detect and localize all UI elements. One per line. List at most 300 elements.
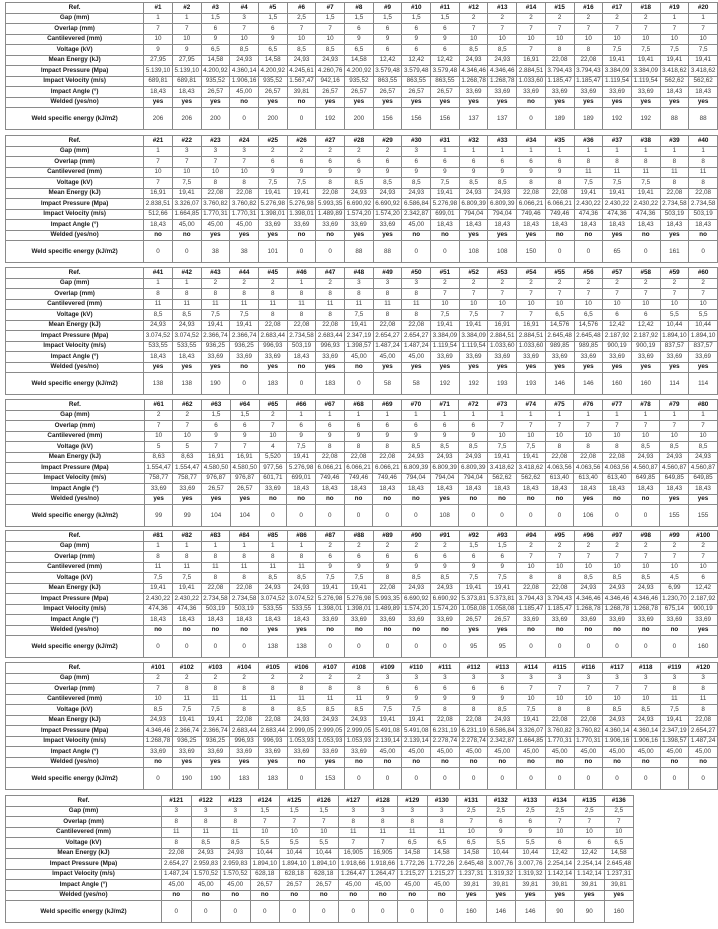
table-cell: 4.200,92 — [258, 66, 287, 77]
table-cell: 2 — [574, 13, 603, 24]
table-cell: 8 — [287, 289, 316, 300]
column-header: #14 — [517, 3, 546, 14]
table-cell: 12,42 — [631, 320, 660, 331]
table-cell: yes — [459, 362, 488, 373]
table-cell: 3.760,82 — [230, 199, 259, 210]
table-row-mean-energy — [6, 55, 718, 66]
table-cell: 137 — [459, 108, 488, 130]
table-cell: 4.560,87 — [689, 463, 718, 474]
table-cell: 7,5 — [660, 705, 689, 716]
table-cell: 24,93 — [631, 452, 660, 463]
table-cell: 8 — [230, 552, 259, 563]
table-cell: yes — [258, 757, 287, 768]
table-cell: no — [373, 494, 402, 505]
table-cell: 699,01 — [431, 209, 460, 220]
table-cell: 6.066,21 — [373, 463, 402, 474]
table-cell: 7 — [660, 24, 689, 35]
table-cell: yes — [459, 97, 488, 108]
table-cell: 18,43 — [516, 484, 545, 495]
table-cell: 2.734,58 — [287, 331, 316, 342]
table-cell: 3 — [172, 146, 201, 157]
table-cell: 2 — [574, 278, 603, 289]
table-cell: 3.579,48 — [402, 66, 431, 77]
table-cell: 7 — [689, 24, 718, 35]
table-cell: yes — [603, 230, 632, 241]
table-cell: 14,58 — [201, 55, 230, 66]
table-cell: 5,520 — [259, 452, 287, 463]
table-cell: 7 — [173, 421, 202, 432]
table-cell: 1,5 — [258, 13, 287, 24]
table-cell: no — [373, 757, 402, 768]
table-cell: 12,42 — [545, 848, 575, 859]
column-header: #74 — [516, 400, 545, 411]
table-cell: 1 — [430, 410, 459, 421]
table-cell: 6 — [402, 421, 431, 432]
table-cell: 22,08 — [517, 188, 546, 199]
table-cell: 1 — [517, 146, 546, 157]
table-cell: 10 — [517, 562, 546, 573]
table-cell: 1.664,85 — [517, 736, 546, 747]
table-cell: 10 — [545, 562, 574, 573]
table-cell: 24,93 — [287, 583, 316, 594]
table-cell: 11 — [230, 299, 259, 310]
table-cell: 4.063,56 — [545, 463, 574, 474]
table-cell: 156 — [402, 108, 431, 130]
table-cell: 1 — [689, 410, 718, 421]
table-cell: yes — [201, 362, 230, 373]
table-cell: 1 — [258, 541, 287, 552]
table-cell: 9 — [402, 34, 431, 45]
table-cell: 0 — [287, 768, 316, 790]
table-cell: 19,41 — [660, 55, 689, 66]
table-cell: 33,69 — [402, 615, 431, 626]
table-row-gap — [6, 146, 718, 157]
table-cell: 45,00 — [373, 352, 402, 363]
table-cell: 18,43 — [689, 220, 718, 231]
table-cell: 8,5 — [459, 45, 488, 56]
table-cell: 11 — [172, 694, 201, 705]
table-cell: 7 — [631, 24, 660, 35]
table-cell: 6 — [516, 817, 546, 828]
table-cell: 22,08 — [344, 452, 373, 463]
table-cell: 16,91 — [517, 55, 546, 66]
table-cell: 9 — [144, 45, 173, 56]
table-cell: 161 — [660, 241, 689, 263]
table-cell: 8 — [431, 705, 460, 716]
table-cell: 14,58 — [258, 55, 287, 66]
table-cell: 18,43 — [402, 484, 431, 495]
table-cell: yes — [230, 230, 259, 241]
table-cell: 1,5 — [373, 13, 402, 24]
table-cell: 3 — [574, 673, 603, 684]
column-header: #101 — [144, 663, 173, 674]
table-cell: no — [545, 230, 574, 241]
table-cell: 7,5 — [574, 178, 603, 189]
table-cell: 6 — [431, 684, 460, 695]
table-cell: 26,57 — [230, 484, 259, 495]
table-cell: 936,25 — [201, 341, 230, 352]
table-cell: yes — [201, 230, 230, 241]
table-cell: 24,93 — [660, 452, 689, 463]
table-cell: 6.690,92 — [373, 199, 402, 210]
table-cell: 39,81 — [287, 87, 316, 98]
table-cell: 3 — [488, 673, 517, 684]
table-cell: 2,5 — [516, 806, 546, 817]
table-cell: 6.066,21 — [545, 199, 574, 210]
table-cell: 4.560,87 — [631, 463, 660, 474]
table-cell: 6 — [373, 45, 402, 56]
table-cell: 45,00 — [603, 747, 632, 758]
table-cell: no — [221, 890, 251, 901]
table-cell: 1 — [488, 146, 517, 157]
table-cell: 1.142,14 — [575, 869, 605, 880]
row-label: Overlap (mm) — [6, 817, 162, 828]
column-header: #10 — [402, 3, 431, 14]
table-cell: 16,91 — [517, 320, 546, 331]
column-header: #87 — [316, 531, 345, 542]
table-cell: 19,41 — [201, 320, 230, 331]
column-header: #134 — [545, 796, 575, 807]
table-cell: 138 — [172, 373, 201, 395]
table-cell: 9 — [345, 562, 374, 573]
table-cell: 2.959,83 — [221, 859, 251, 870]
row-label: Gap (mm) — [6, 673, 144, 684]
table-row-gap — [6, 13, 718, 24]
row-label: Welded (yes/no) — [6, 494, 145, 505]
table-cell: 1 — [574, 410, 603, 421]
table-cell: 900,19 — [631, 341, 660, 352]
table-cell: 6 — [575, 838, 605, 849]
table-cell: 1.268,78 — [631, 604, 660, 615]
table-cell: 7 — [689, 421, 718, 432]
table-cell: 8,5 — [316, 705, 345, 716]
table-cell: 8 — [345, 289, 374, 300]
table-cell: 33,69 — [459, 352, 488, 363]
table-cell: 1.268,78 — [574, 604, 603, 615]
table-row-impact-angle — [6, 880, 634, 891]
table-cell: yes — [230, 757, 259, 768]
column-header: #78 — [631, 400, 660, 411]
table-cell: 58 — [402, 373, 431, 395]
column-header: #86 — [287, 531, 316, 542]
table-cell: 9 — [373, 694, 402, 705]
table-cell: 22,08 — [402, 320, 431, 331]
table-cell: 9 — [373, 167, 402, 178]
row-label: Voltage (kV) — [6, 573, 144, 584]
table-cell: 45,00 — [402, 220, 431, 231]
column-header: #136 — [604, 796, 634, 807]
table-cell: yes — [144, 97, 173, 108]
table-cell: no — [230, 625, 259, 636]
table-cell: 6.586,84 — [402, 199, 431, 210]
table-cell: 6.231,19 — [431, 726, 460, 737]
row-label: Impact Angle (°) — [6, 615, 144, 626]
table-row-gap — [6, 541, 718, 552]
table-cell: 6,5 — [258, 45, 287, 56]
table-cell: 24,93 — [459, 188, 488, 199]
table-cell: 6 — [517, 157, 546, 168]
row-label: Impact Angle (°) — [6, 87, 144, 98]
table-cell: 10 — [488, 299, 517, 310]
table-cell: yes — [430, 494, 459, 505]
table-cell: no — [402, 757, 431, 768]
table-cell: 9 — [287, 167, 316, 178]
row-label: Overlap (mm) — [6, 684, 144, 695]
table-cell: 33,69 — [488, 352, 517, 363]
table-row-ref — [6, 663, 718, 674]
table-cell: 33,69 — [488, 87, 517, 98]
row-label: Weld specific energy (kJ/m2) — [6, 373, 144, 395]
table-cell: yes — [316, 362, 345, 373]
column-header: #31 — [431, 136, 460, 147]
table-row-overlap — [6, 684, 718, 695]
table-cell: 11 — [660, 167, 689, 178]
table-cell: yes — [575, 890, 605, 901]
table-cell: 1.033,60 — [517, 341, 546, 352]
table-cell: 22,08 — [545, 583, 574, 594]
row-label: Ref. — [6, 136, 144, 147]
table-cell: 8,5 — [287, 45, 316, 56]
table-cell: 101 — [258, 241, 287, 263]
column-header: #55 — [545, 268, 574, 279]
table-cell: 18,43 — [144, 220, 173, 231]
table-cell: 33,69 — [574, 87, 603, 98]
row-label: Overlap (mm) — [6, 421, 145, 432]
table-cell: 39,81 — [486, 880, 516, 891]
table-cell: 2.254,14 — [575, 859, 605, 870]
table-cell: 146 — [516, 901, 546, 923]
table-cell: 18,43 — [631, 220, 660, 231]
table-cell: 33,69 — [259, 484, 287, 495]
table-cell: 3.794,43 — [545, 594, 574, 605]
column-header: #125 — [280, 796, 310, 807]
table-cell: 1 — [660, 13, 689, 24]
table-cell: 8,5 — [660, 442, 689, 453]
table-cell: 794,04 — [459, 473, 488, 484]
table-cell: 9 — [459, 431, 488, 442]
table-cell: 628,18 — [280, 869, 310, 880]
table-cell: 8,5 — [221, 838, 251, 849]
column-header: #64 — [230, 400, 259, 411]
table-cell: 18,43 — [373, 484, 402, 495]
table-cell: 1.554,47 — [144, 463, 173, 474]
table-cell: 2.838,51 — [144, 199, 173, 210]
table-cell: 33,69 — [316, 615, 345, 626]
table-cell: 8 — [316, 178, 345, 189]
table-cell: no — [172, 230, 201, 241]
table-cell: 1.185,47 — [545, 604, 574, 615]
table-cell: 33,69 — [316, 747, 345, 758]
table-cell: 39,81 — [604, 880, 634, 891]
table-cell: 8,5 — [287, 705, 316, 716]
table-cell: 19,41 — [345, 320, 374, 331]
table-cell: 18,43 — [517, 220, 546, 231]
table-cell: 7 — [230, 157, 259, 168]
table-cell: 24,93 — [402, 583, 431, 594]
table-cell: 8,5 — [402, 442, 431, 453]
table-cell: 2 — [517, 541, 546, 552]
column-header: #84 — [230, 531, 259, 542]
table-row-impact-angle — [6, 352, 718, 363]
table-cell: 2 — [316, 541, 345, 552]
table-row-gap — [6, 673, 718, 684]
table-cell: 38 — [230, 241, 259, 263]
table-cell: 22,08 — [574, 55, 603, 66]
table-cell: 2 — [258, 278, 287, 289]
table-cell: 18,43 — [201, 615, 230, 626]
table-cell: 6 — [230, 421, 259, 432]
table-row-overlap — [6, 24, 718, 35]
table-cell: 5,5 — [660, 310, 689, 321]
table-cell: 33,69 — [660, 615, 689, 626]
table-cell: 9 — [545, 167, 574, 178]
table-cell: 8 — [162, 817, 192, 828]
table-cell: 11 — [339, 827, 369, 838]
table-cell: yes — [172, 362, 201, 373]
table-cell: 6 — [287, 157, 316, 168]
table-row-cantilevered — [6, 299, 718, 310]
table-cell: 7,5 — [603, 178, 632, 189]
table-cell: 8 — [373, 310, 402, 321]
table-cell: 7 — [172, 24, 201, 35]
table-cell: 8 — [162, 838, 192, 849]
table-cell: 1 — [144, 146, 173, 157]
table-cell: no — [402, 230, 431, 241]
table-cell: 33,69 — [230, 352, 259, 363]
table-cell: 1.487,24 — [402, 341, 431, 352]
table-cell: yes — [486, 890, 516, 901]
table-cell: 0 — [545, 636, 574, 658]
table-cell: 8 — [602, 442, 631, 453]
table-cell: 7,5 — [316, 573, 345, 584]
table-cell: 114 — [660, 373, 689, 395]
table-cell: 10 — [259, 431, 287, 442]
table-cell: 0 — [631, 768, 660, 790]
table-cell: no — [172, 625, 201, 636]
table-cell: 10 — [517, 694, 546, 705]
row-label: Impact Velocity (m/s) — [6, 209, 144, 220]
table-cell: 2,5 — [287, 13, 316, 24]
table-cell: 6 — [373, 24, 402, 35]
table-cell: 1 — [287, 278, 316, 289]
table-cell: 1.772,26 — [398, 859, 428, 870]
table-cell: 4.200,92 — [345, 66, 374, 77]
table-cell: 7 — [574, 684, 603, 695]
table-cell: 4.346,46 — [459, 66, 488, 77]
table-cell: 749,46 — [545, 209, 574, 220]
table-cell: no — [287, 97, 316, 108]
column-header: #114 — [517, 663, 546, 674]
table-cell: 8 — [373, 573, 402, 584]
table-cell: 2.645,48 — [457, 859, 487, 870]
table-cell: 8 — [258, 684, 287, 695]
table-cell: 19,41 — [459, 583, 488, 594]
table-cell: 8,5 — [689, 442, 718, 453]
table-cell: 9 — [431, 694, 460, 705]
table-cell: 14,58 — [345, 55, 374, 66]
table-cell: 1.918,66 — [368, 859, 398, 870]
table-cell: 8,5 — [191, 838, 221, 849]
table-cell: 3 — [339, 806, 369, 817]
table-cell: 8 — [258, 289, 287, 300]
table-cell: 2 — [316, 278, 345, 289]
table-cell: 6.066,21 — [517, 199, 546, 210]
table-cell: 10 — [631, 694, 660, 705]
table-cell: 4.063,56 — [602, 463, 631, 474]
table-row-mean-energy — [6, 320, 718, 331]
table-cell: 6 — [316, 552, 345, 563]
column-header: #46 — [287, 268, 316, 279]
table-cell: 3 — [517, 673, 546, 684]
table-cell: 1.230,70 — [660, 594, 689, 605]
table-cell: 2 — [172, 673, 201, 684]
table-cell: 18,43 — [172, 352, 201, 363]
table-cell: no — [545, 494, 574, 505]
table-cell: 8 — [258, 310, 287, 321]
table-row-gap — [6, 410, 718, 421]
row-label: Ref. — [6, 268, 144, 279]
table-cell: 33,69 — [545, 352, 574, 363]
column-header: #90 — [402, 531, 431, 542]
table-cell: no — [287, 230, 316, 241]
table-cell: 11 — [201, 562, 230, 573]
table-cell: 2.278,74 — [431, 736, 460, 747]
table-cell: 7 — [259, 421, 287, 432]
table-cell: 1.894,10 — [280, 859, 310, 870]
column-header: #82 — [172, 531, 201, 542]
table-cell: no — [373, 625, 402, 636]
table-row-impact-pressure — [6, 463, 718, 474]
table-cell: 1.574,20 — [431, 604, 460, 615]
table-cell: 8 — [398, 817, 428, 828]
table-cell: no — [402, 494, 431, 505]
row-label: Mean Energy (kJ) — [6, 452, 145, 463]
table-cell: 7 — [368, 838, 398, 849]
table-cell: 6.231,19 — [459, 726, 488, 737]
table-cell: 6,99 — [660, 583, 689, 594]
table-cell: 503,19 — [660, 209, 689, 220]
table-cell: 19,41 — [631, 188, 660, 199]
row-label: Welded (yes/no) — [6, 97, 144, 108]
table-cell: 1 — [230, 541, 259, 552]
table-cell: no — [545, 625, 574, 636]
table-cell: 19,41 — [488, 583, 517, 594]
table-cell: 8 — [574, 705, 603, 716]
table-cell: 4.260,76 — [316, 66, 345, 77]
table-cell: 0 — [368, 901, 398, 923]
table-cell: 0 — [402, 636, 431, 658]
table-cell: 8 — [402, 310, 431, 321]
table-cell: yes — [258, 625, 287, 636]
table-cell: 18,43 — [545, 484, 574, 495]
table-cell: 90 — [575, 901, 605, 923]
table-cell: 9 — [345, 34, 374, 45]
table-cell: 18,43 — [144, 352, 173, 363]
table-cell: 18,43 — [144, 87, 173, 98]
table-cell: 6 — [486, 817, 516, 828]
table-cell: 10 — [574, 34, 603, 45]
table-cell: 11 — [287, 299, 316, 310]
table-cell: yes — [545, 97, 574, 108]
table-cell: no — [287, 757, 316, 768]
column-header: #131 — [457, 796, 487, 807]
table-cell: 1.894,10 — [309, 859, 339, 870]
table-cell: 3.074,52 — [172, 331, 201, 342]
table-cell: 8 — [201, 289, 230, 300]
column-header: #116 — [574, 663, 603, 674]
column-header: #43 — [201, 268, 230, 279]
table-cell: 10 — [689, 431, 718, 442]
